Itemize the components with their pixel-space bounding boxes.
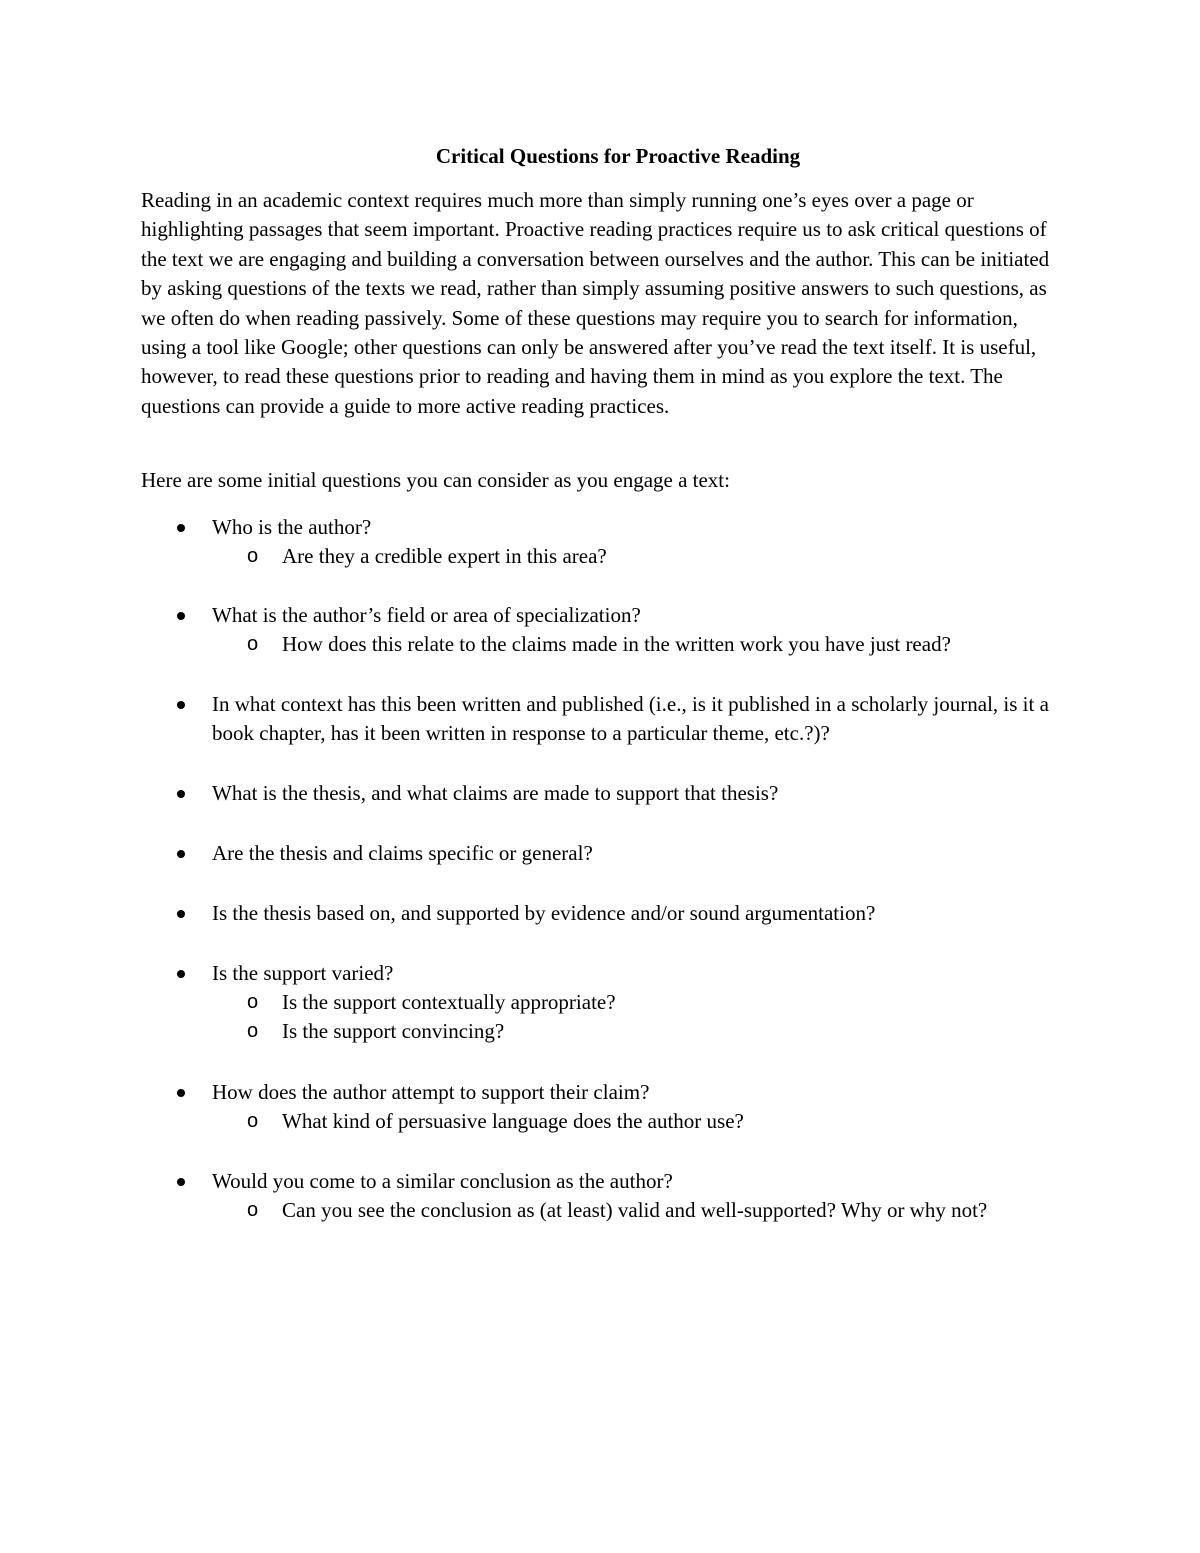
question-text: Would you come to a similar conclusion as the author? xyxy=(212,1169,673,1193)
question-text: In what context has this been written and published (i.e., is it published in a scholarly journal, is it a book chapter, has it been written in response to a particular theme, etc.?)? xyxy=(212,692,1049,746)
circle-bullet-icon: o xyxy=(247,633,259,655)
question-text: What is the author’s field or area of specialization? xyxy=(212,603,641,627)
circle-bullet-icon: o xyxy=(247,991,259,1013)
question-text: Is the support varied? xyxy=(212,961,394,985)
sub-question-text: How does this relate to the claims made in the written work you have just read? xyxy=(282,632,951,656)
question-text: Who is the author? xyxy=(212,515,372,539)
circle-bullet-icon: o xyxy=(247,1199,259,1221)
question-text: Is the thesis based on, and supported by evidence and/or sound argumentation? xyxy=(212,901,876,925)
sub-question-text: What kind of persuasive language does the author use? xyxy=(282,1109,744,1133)
circle-bullet-icon: o xyxy=(247,1110,259,1132)
sub-question-text: Are they a credible expert in this area? xyxy=(282,544,607,568)
question-text: What is the thesis, and what claims are made to support that thesis? xyxy=(212,781,779,805)
question-text: Are the thesis and claims specific or general? xyxy=(212,841,593,865)
question-text: How does the author attempt to support their claim? xyxy=(212,1080,650,1104)
intro-paragraph: Reading in an academic context requires much more than simply running one’s eyes over a page or highlighting passages that seem important. Proactive reading practices require us to ask critical questions of the text we are engaging and building a conversation between ourselves and the author. This can be initiated by asking questions of the texts we read, rather than simply assuming positive answers to such questions, as we often do when reading passively. Some of these questions may require you to search for information, using a tool like Google; other questions can only be answered after you’ve read the text itself. It is useful, however, to read these questions prior to reading and having them in mind as you explore the text. The questions can provide a guide to more active reading practices. xyxy=(141,188,1050,418)
sub-question-text: Is the support contextually appropriate? xyxy=(282,990,616,1014)
circle-bullet-icon: o xyxy=(247,545,259,567)
sub-question-text: Is the support convincing? xyxy=(282,1019,505,1043)
document-title: Critical Questions for Proactive Reading xyxy=(435,144,801,168)
circle-bullet-icon: o xyxy=(247,1020,259,1042)
lead-paragraph: Here are some initial questions you can consider as you engage a text: xyxy=(141,468,730,492)
sub-question-text: Can you see the conclusion as (at least) valid and well-supported? Why or why not? xyxy=(282,1198,988,1222)
